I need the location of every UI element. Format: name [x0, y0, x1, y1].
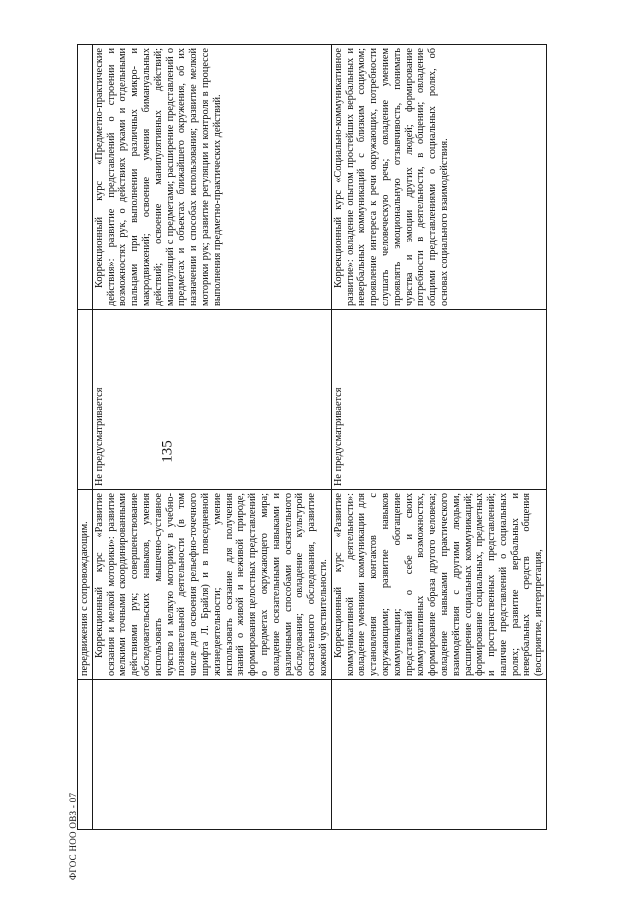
table-cell	[92, 680, 331, 830]
table-row	[92, 45, 331, 830]
page-number: 135	[159, 440, 176, 463]
rotated-table-container	[77, 45, 557, 830]
table-cell	[331, 680, 546, 830]
footer-document-code: ФГОС НОО ОВЗ - 07	[68, 792, 78, 880]
table-cell	[78, 310, 93, 490]
not-provided-label: Не предусматривается	[93, 387, 105, 486]
table-cell	[92, 310, 331, 490]
table-cell	[78, 680, 93, 830]
continuation-cell: передвижения с сопровождающим.	[78, 490, 93, 680]
course-description-practical: Коррекционный курс «Предметно-практические действия»: развитие представлений о строении и возможностях рук, о действиях руками и отдельными пальцами при выполнении различных микро- и макродвижений; освоение умения бимануальных действий; освоение манипулятивных действий; манипуляций с предметами; расширение представлений о предметах и объектах ближайшего окружения, об их назначении и способах использования; развитие мелкой моторики рук; развитие регуляции и контроля в процессе выполнения предметно-практических действий.	[93, 48, 223, 306]
table-cell	[331, 490, 546, 680]
course-description-social: Коррекционный курс «Социально-коммуникативное развитие»: овладение опытом простейших вербальных и невербальных коммуникаций с близким социумом; проявление интереса к речи окружающих, потребности слушать человеческую речь; овладение умением проявлять эмоциональную отзывчивость, понимать чувства и эмоции других людей; формирование потребности в деятельности, в общении; овладение общими представлениями о социальных ролях, об основах социального взаимодействия.	[332, 48, 450, 306]
table-row	[78, 45, 93, 830]
course-description-communication: Коррекционный курс «Развитие коммуникативной деятельности»: овладение умениями коммуникации для установления контактов с окружающими; развитие навыков коммуникации; обогащение представлений о себе и своих коммуникативных возможностях, формирование образа другого человека; овладение навыками практического взаимодействия с другими людьми, расширение социальных коммуникаций; формирование социальных, предметных и пространственных представлений; наличие представлений о социальных ролях; развитие вербальных и невербальных средств общения (восприятие, интерпретация,	[332, 493, 545, 676]
table-cell	[78, 45, 93, 310]
table-cell	[92, 45, 331, 310]
table-cell	[92, 490, 331, 680]
course-description-tactile: Коррекционный курс «Развитие осязания и мелкой моторики»: развитие мелкими точными скоординированными действиями рук; совершенствование обследовательских навыков, умения использовать мышечно-суставное чувство и мелкую моторику в учебно-познавательной деятельности (в том числе для освоения рельефно-точечного шрифта Л. Брайля) и в повседневной жизнедеятельности; умение использовать осязание для получения знаний о живой и неживой природе, формирования целостных представлений о предметах окружающего мира; овладение осязательными навыками и различными способами осязательного обследования; овладение культурой осязательного обследования, развитие кожной чувствительности.	[93, 493, 329, 676]
not-provided-label: Не предусматривается	[332, 387, 344, 486]
table-cell	[331, 45, 546, 310]
table-cell	[331, 310, 546, 490]
requirements-table	[77, 44, 547, 830]
table-row	[331, 45, 546, 830]
